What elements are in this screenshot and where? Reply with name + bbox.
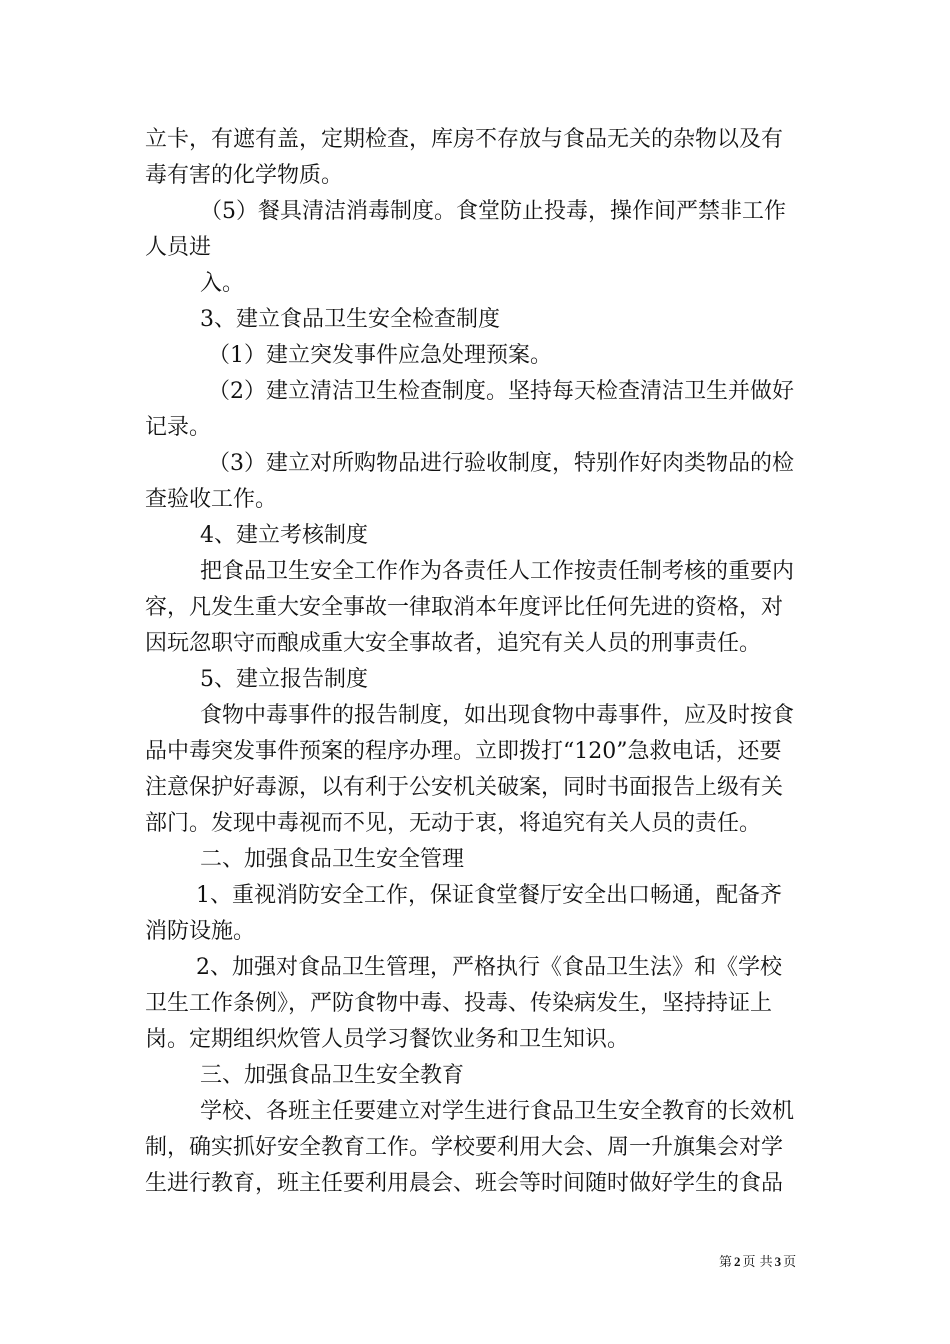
text-line: 制，确实抓好安全教育工作。学校要利用大会、周一升旗集会对学 xyxy=(145,1135,784,1160)
text-line: 消防设施。 xyxy=(145,919,256,944)
text-line: 因玩忽职守而酿成重大安全事故者，追究有关人员的刑事责任。 xyxy=(145,631,762,656)
footer-prefix: 第 xyxy=(719,1255,733,1270)
text-line: （2）建立清洁卫生检查制度。坚持每天检查清洁卫生并做好 xyxy=(208,379,794,404)
text-line: 卫生工作条例》，严防食物中毒、投毒、传染病发生，坚持持证上 xyxy=(145,991,773,1016)
text-line: 立卡，有遮有盖，定期检查，库房不存放与食品无关的杂物以及有 xyxy=(145,127,784,152)
footer-suffix: 页 xyxy=(783,1255,797,1270)
text-line: 品中毒突发事件预案的程序办理。立即拨打“120”急救电话，还要 xyxy=(145,739,782,764)
text-line: （5）餐具清洁消毒制度。食堂防止投毒，操作间严禁非工作 xyxy=(200,199,786,224)
text-line: 岗。定期组织炊管人员学习餐饮业务和卫生知识。 xyxy=(145,1027,630,1052)
text-line: 把食品卫生安全工作作为各责任人工作按责任制考核的重要内 xyxy=(200,559,795,584)
text-line: 入。 xyxy=(200,271,245,296)
text-line: 食物中毒事件的报告制度，如出现食物中毒事件，应及时按食 xyxy=(200,703,795,728)
text-line: 生进行教育，班主任要利用晨会、班会等时间随时做好学生的食品 xyxy=(145,1171,784,1196)
section-heading: 三、加强食品卫生安全教育 xyxy=(200,1063,465,1088)
text-line: （1）建立突发事件应急处理预案。 xyxy=(208,343,552,368)
current-page-number: 2 xyxy=(734,1254,741,1269)
text-line: 记录。 xyxy=(145,415,212,440)
text-line: 部门。发现中毒视而不见，无动于衷，将追究有关人员的责任。 xyxy=(145,811,762,836)
text-line: 注意保护好毒源，以有利于公安机关破案，同时书面报告上级有关 xyxy=(145,775,784,800)
section-heading: 二、加强食品卫生安全管理 xyxy=(200,847,465,872)
text-line: 人员进 xyxy=(145,235,212,260)
text-line: 2、加强对食品卫生管理，严格执行《食品卫生法》和《学校 xyxy=(196,955,782,980)
text-line: 容，凡发生重大安全事故一律取消本年度评比任何先进的资格，对 xyxy=(145,595,784,620)
text-line: 学校、各班主任要建立对学生进行食品卫生安全教育的长效机 xyxy=(200,1099,795,1124)
text-line: 1、重视消防安全工作，保证食堂餐厅安全出口畅通，配备齐 xyxy=(196,883,782,908)
section-heading: 3、建立食品卫生安全检查制度 xyxy=(200,307,500,332)
section-heading: 5、建立报告制度 xyxy=(200,667,368,692)
text-line: 毒有害的化学物质。 xyxy=(145,163,344,188)
total-pages-number: 3 xyxy=(774,1254,782,1269)
text-line: 查验收工作。 xyxy=(145,487,278,512)
text-line: （3）建立对所购物品进行验收制度，特别作好肉类物品的检 xyxy=(208,451,794,476)
section-heading: 4、建立考核制度 xyxy=(200,523,368,548)
page-number-footer xyxy=(719,1254,796,1271)
footer-middle: 页 共 xyxy=(742,1255,773,1270)
